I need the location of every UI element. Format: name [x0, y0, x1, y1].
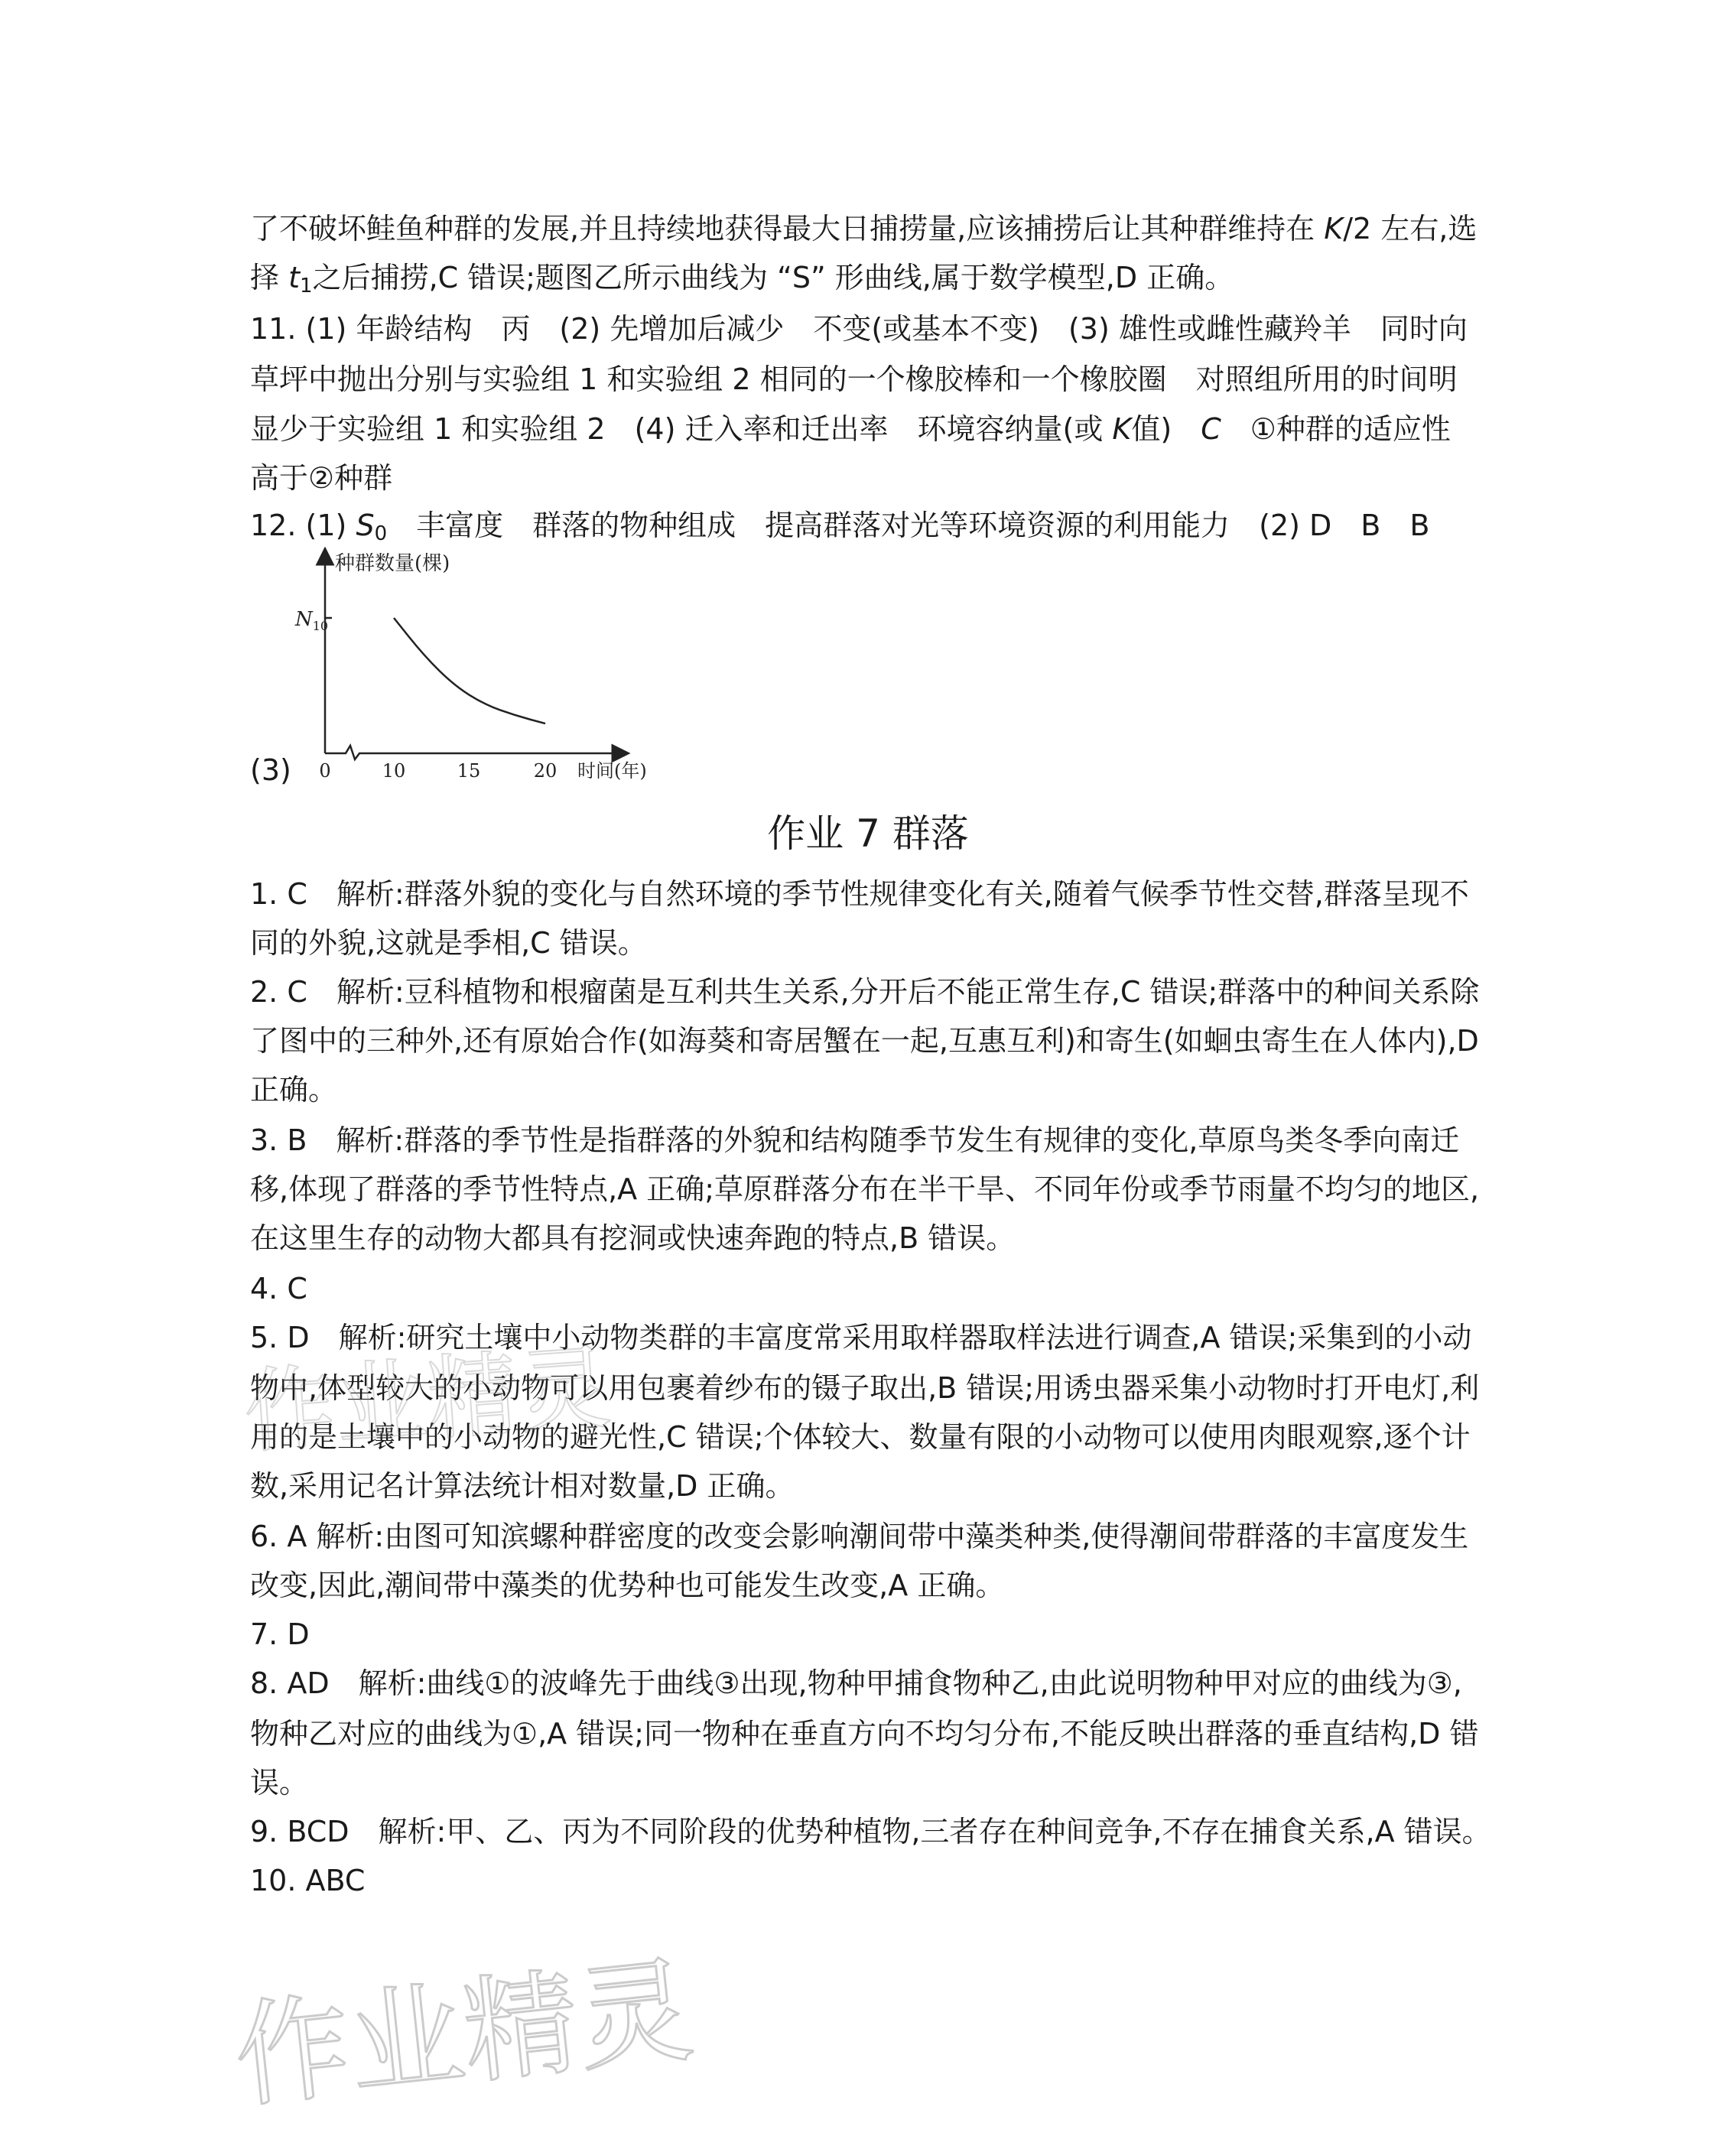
q12-line: 12. (1) $S_0$ 丰富度 群落的物种组成 提高群落对光等环境资源的利用能力 (2) D B B — [250, 509, 1430, 545]
answer-line: 2. C 解析:豆科植物和根瘤菌是互利共生关系,分开后不能正常生存,C 错误;群落中的种间关系除 — [250, 975, 1480, 1009]
answer-line: 在这里生存的动物大都具有挖洞或快速奔跑的特点,B 错误。 — [250, 1221, 1016, 1255]
answer-line: 9. BCD 解析:甲、乙、丙为不同阶段的优势种植物,三者存在种间竞争,不存在捕食关系,A 错误。 — [250, 1815, 1491, 1848]
answer-line: 5. D 解析:研究土壤中小动物类群的丰富度常采用取样器取样法进行调查,A 错误;采集到的小动 — [250, 1321, 1472, 1354]
x-tick-label: 15 — [457, 760, 481, 780]
answer-line: 8. AD 解析:曲线①的波峰先于曲线③出现,物种甲捕食物种乙,由此说明物种甲对应的曲线为③, — [250, 1666, 1462, 1700]
q11-line: 11. (1) 年龄结构 丙 (2) 先增加后减少 不变(或基本不变) (3) 雄性或雌性藏羚羊 同时向 — [250, 312, 1468, 346]
y-axis-label: 种群数量(棵) — [335, 552, 450, 575]
answer-line: 正确。 — [250, 1073, 338, 1107]
q11-line: 高于②种群 — [250, 461, 393, 495]
watermark: 作业精灵 — [229, 1944, 699, 2125]
text-line: 了不破坏鲑鱼种群的发展,并且持续地获得最大日捕捞量,应该捕捞后让其种群维持在 K/2 左右,选 — [250, 212, 1478, 245]
x-axis-label: 时间(年) — [577, 760, 647, 780]
watermark: 作业精灵 — [240, 1335, 614, 1467]
answer-line: 物种乙对应的曲线为①,A 错误;同一物种在垂直方向不均匀分布,不能反映出群落的垂直结构,D 错 — [250, 1717, 1479, 1751]
q12-part3-label: (3) — [250, 753, 291, 787]
answer-line: 了图中的三种外,还有原始合作(如海葵和寄居蟹在一起,互惠互利)和寄生(如蛔虫寄生在人体内),D — [250, 1024, 1479, 1058]
series-line — [394, 618, 545, 723]
answer-line: 10. ABC — [250, 1864, 366, 1897]
x-tick-label: 20 — [533, 760, 558, 780]
answer-line: 误。 — [250, 1766, 309, 1800]
x-tick-label: 10 — [382, 760, 406, 780]
answer-line: 6. A 解析:由图可知滨螺种群密度的改变会影响潮间带中藻类种类,使得潮间带群落的丰富度发生 — [250, 1520, 1469, 1553]
answer-line: 改变,因此,潮间带中藻类的优势种也可能发生改变,A 正确。 — [250, 1569, 1005, 1602]
q11-line: 显少于实验组 1 和实验组 2 (4) 迁入率和迁出率 环境容纳量(或 K值) C ①种群的适应性 — [250, 412, 1451, 446]
answer-line: 4. C — [250, 1272, 307, 1305]
answer-line: 物中,体型较大的小动物可以用包裹着纱布的镊子取出,B 错误;用诱虫器采集小动物时打开电灯,利 — [250, 1371, 1480, 1405]
answer-line: 1. C 解析:群落外貌的变化与自然环境的季节性规律变化有关,随着气候季节性交替,群落呈现不 — [250, 877, 1469, 911]
section-title: 作业 7 群落 — [767, 811, 969, 856]
answer-line: 移,体现了群落的季节性特点,A 正确;草原群落分布在半干旱、不同年份或季节雨量不均匀的地区, — [250, 1172, 1480, 1206]
answer-line: 3. B 解析:群落的季节性是指群落的外貌和结构随季节发生有规律的变化,草原鸟类冬季向南迁 — [250, 1123, 1460, 1157]
answer-line: 用的是土壤中的小动物的避光性,C 错误;个体较大、数量有限的小动物可以使用肉眼观察,逐个计 — [250, 1420, 1471, 1454]
answer-line: 同的外貌,这就是季相,C 错误。 — [250, 926, 647, 960]
x-tick-label: 0 — [319, 760, 331, 780]
y-tick-label: $N_{10}$ — [295, 608, 329, 633]
text-line: 择 $t_1$之后捕捞,C 错误;题图乙所示曲线为 “S” 形曲线,属于数学模型,D 正确。 — [250, 261, 1234, 297]
population-chart — [291, 547, 673, 780]
answer-line: 数,采用记名计算法统计相对数量,D 正确。 — [250, 1469, 795, 1503]
x-axis — [325, 746, 616, 759]
answer-line: 7. D — [250, 1617, 310, 1651]
q11-line: 草坪中抛出分别与实验组 1 和实验组 2 相同的一个橡胶棒和一个橡胶圈 对照组所用的时间明 — [250, 363, 1458, 396]
